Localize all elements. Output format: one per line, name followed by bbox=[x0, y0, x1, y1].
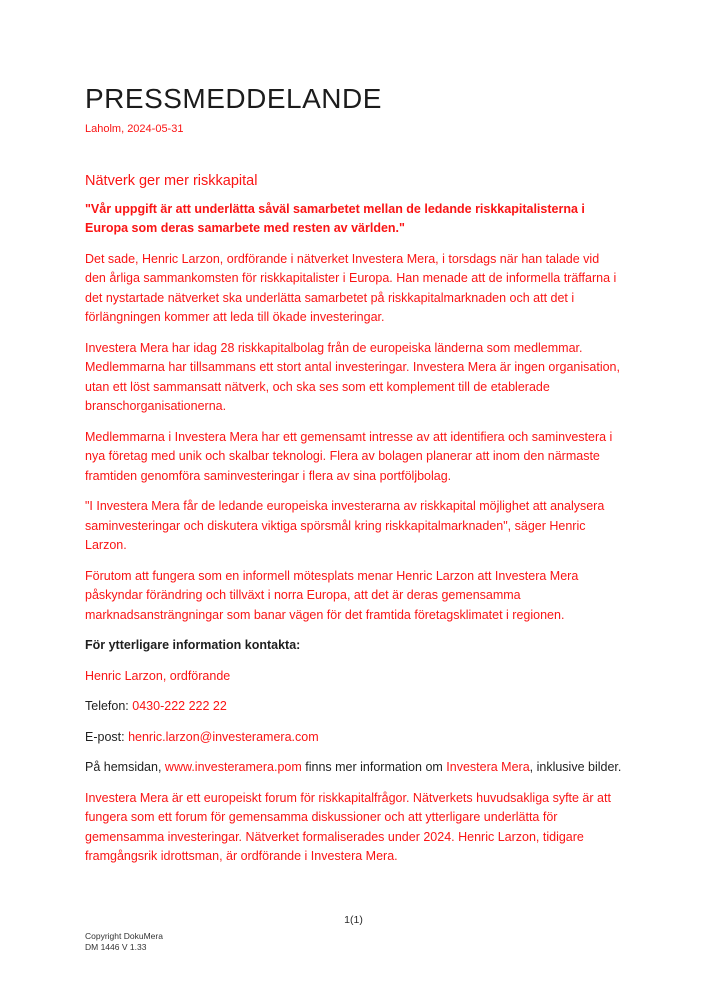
contact-phone-line bbox=[85, 697, 622, 717]
headline: Nätverk ger mer riskkapital bbox=[85, 173, 258, 190]
document-content bbox=[85, 84, 622, 878]
website-line bbox=[85, 758, 622, 778]
website-suffix: , inklusive bilder. bbox=[529, 760, 622, 775]
website-link[interactable]: www.investeramera.pom bbox=[164, 760, 302, 775]
email-label: E-post: bbox=[85, 729, 129, 744]
dateline: Laholm, 2024-05-31 bbox=[85, 122, 184, 135]
brand-name: Investera Mera bbox=[446, 760, 530, 775]
document-id: DM 1446 V 1.33 bbox=[85, 942, 147, 952]
body-paragraph: "I Investera Mera får de ledande europeiska investerarna av riskkapital möjlighet att analysera saminvesteringar och diskutera viktiga spörsmål kring riskkapitalmarknaden", säger Henric Larzon. bbox=[85, 499, 605, 553]
contact-name: Henric Larzon, ordförande bbox=[85, 668, 231, 683]
document-footer bbox=[85, 931, 163, 953]
body-paragraph: Medlemmarna i Investera Mera har ett gemensamt intresse av att identifiera och saminvestera i nya företag med unik och skalbar teknologi. Flera av bolagen planerar att inom den närmaste framtiden genomföra saminvesteringar i flera av sina portföljbolag. bbox=[85, 429, 613, 483]
body-paragraph: Förutom att fungera som en informell mötesplats menar Henric Larzon att Investera Mera påskyndar förändring och tillväxt i norra Europa, att det är deras gemensamma marknadsansträngningar som banar vägen för det framtida företagsklimatet i regionen. bbox=[85, 568, 579, 622]
contact-email-line bbox=[85, 728, 622, 748]
contact-heading: För ytterligare information kontakta: bbox=[85, 638, 301, 653]
body-paragraph: Det sade, Henric Larzon, ordförande i nätverket Investera Mera, i torsdags när han talade vid den årliga sammankomsten för riskkapitalister i Europa. Han menade att de informella träffarna i det nystartade nätverket ska underlätta samarbetet på riskkapitalmarknaden och att det i förlängningen kommer att leda till ökade investeringar. bbox=[85, 251, 617, 325]
phone-label: Telefon: bbox=[85, 699, 133, 714]
document-title: PRESSMEDDELANDE bbox=[85, 83, 382, 114]
website-middle: finns mer information om bbox=[301, 760, 447, 775]
page-number: 1(1) bbox=[344, 914, 363, 926]
body-paragraph: Investera Mera har idag 28 riskkapitalbolag från de europeiska länderna som medlemmar. Medlemmarna har tillsammans ett stort antal investeringar. Investera Mera är ingen organisation, utan ett löst sammansatt nätverk, och ska ses som ett komplement till de etablerade branschorganisationerna. bbox=[85, 340, 620, 414]
boilerplate-paragraph: Investera Mera är ett europeiskt forum för riskkapitalfrågor. Nätverkets huvudsakliga syfte är att fungera som ett forum för gemensamma diskussioner och att ytterligare underlätta för gemensamma investeringar. Nätverket formaliserades under 2024. Henric Larzon, tidigare framgångsrik idrottsman, är ordförande i Investera Mera. bbox=[85, 790, 611, 864]
phone-number: 0430-222 222 22 bbox=[132, 699, 227, 714]
website-prefix: På hemsidan, bbox=[85, 760, 165, 775]
email-link[interactable]: henric.larzon@investeramera.com bbox=[128, 729, 319, 744]
copyright-text: Copyright DokuMera bbox=[85, 931, 163, 941]
lead-quote: "Vår uppgift är att underlätta såväl samarbetet mellan de ledande riskkapitalisterna i Europa som deras samarbete med resten av världen." bbox=[85, 201, 585, 236]
